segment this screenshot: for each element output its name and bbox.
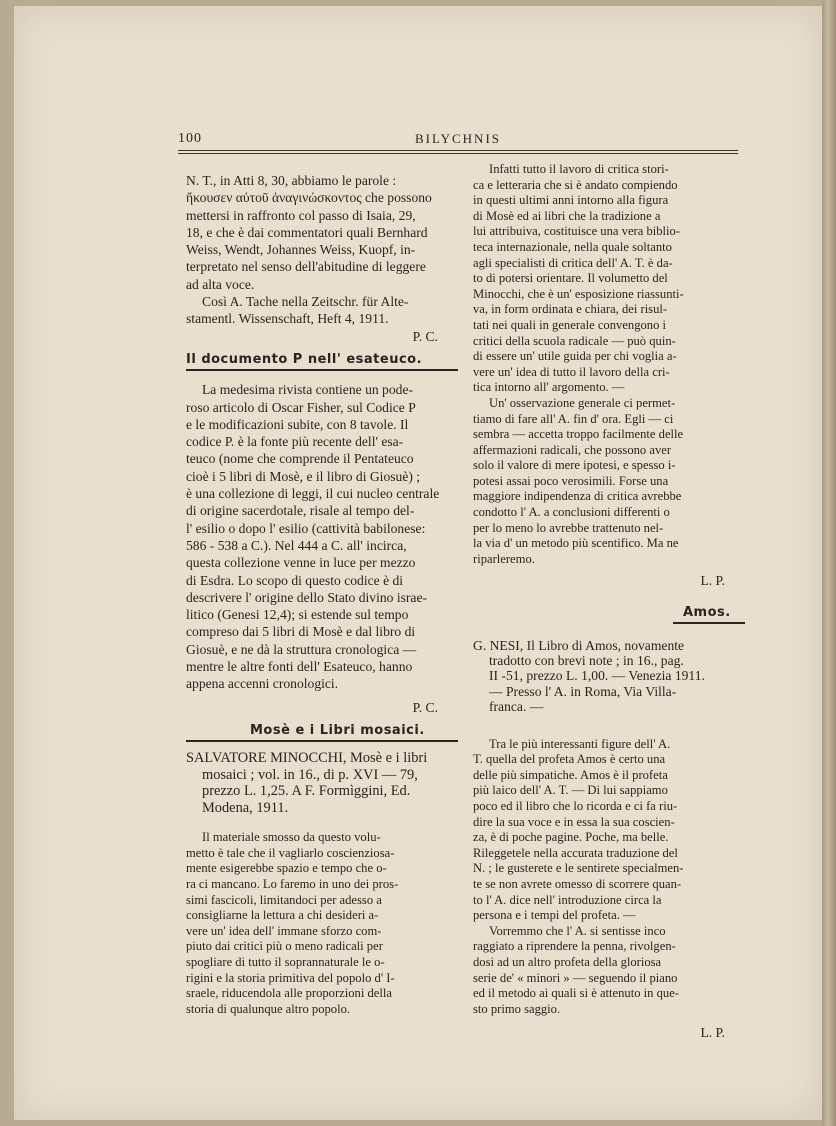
text-line: spogliare di tutto il soprannaturale le o- — [186, 954, 385, 969]
text-line: e le modificazioni subite, con 8 tavole. Il — [186, 416, 409, 432]
text-line: simi fascicoli, limitandoci per adesso a — [186, 892, 382, 907]
text-line: N. T., in Atti 8, 30, abbiamo le parole : — [186, 173, 397, 188]
text-line: per lo meno lo avrebbe trattenuto nel- — [473, 520, 664, 535]
text-line: to di potersi orientare. Il volumetto del — [473, 271, 668, 286]
text-line: dire la sua voce e in essa la sua coscien- — [473, 814, 675, 829]
text-line: N. ; le gusterete e le sentirete specialmen- — [473, 861, 684, 876]
text-line: serie de' « minori » — seguendo il piano — [473, 970, 678, 985]
text-line: litico (Genesi 12,4); si estende sul tempo — [186, 607, 409, 623]
text-line: 586 - 538 a C.). Nel 444 a C. all' incirca, — [186, 537, 407, 553]
text-line: franca. — — [489, 699, 544, 715]
text-line: di essere un' utile guida per chi voglia a- — [473, 349, 677, 364]
text-line: Il materiale smosso da questo volu- — [202, 830, 381, 845]
text-line: mettersi in raffronto col passo di Isaia, 29, — [186, 207, 416, 223]
text-line: terpretato nel senso dell'abitudine di leggere — [186, 259, 426, 275]
text-line: vere un' idea dell' immane sforzo com- — [186, 923, 382, 938]
text-line: dosi ad un altro profeta della gloriosa — [473, 954, 662, 969]
text-line: rigini e la storia primitiva del popolo d' I- — [186, 970, 395, 985]
section-title: Amos. — [683, 605, 731, 621]
running-title: BILYCHNIS — [414, 131, 502, 146]
left-column — [186, 172, 458, 1017]
text-line: to l' A. dice nell' introduzione circa la — [473, 892, 662, 907]
bibliographic-entry — [186, 750, 458, 816]
text-line: più laico dell' A. T. — Di lui sappiamo — [473, 783, 668, 798]
text-line: affermazioni radicali, che possono aver — [473, 442, 672, 457]
text-line: ed il metodo ai quali si è attenuto in que- — [473, 986, 679, 1001]
text-line: critici della scuola radicale — può quin- — [473, 333, 676, 348]
text-line: sembra — accetta troppo facilmente delle — [473, 427, 684, 442]
text-line: tati nei quali in generale convengono i — [473, 317, 667, 332]
text-line: mentre le altre fonti dell' Esateuco, hanno — [186, 659, 413, 675]
text-line: Tra le più interessanti figure dell' A. — [489, 736, 671, 751]
section-title: Mosè e i Libri mosaici. — [250, 722, 425, 738]
text-line: di origine sacerdotale, risale al tempo del- — [186, 503, 415, 519]
text-line: maggiore indipendenza di critica avrebbe — [473, 489, 682, 504]
text-line: delle più simpatiche. Amos è il profeta — [473, 767, 668, 782]
text-line: ca e letteraria che si è andato compiendo — [473, 177, 678, 192]
text-line: mente esigerebbe spazio e tempo che o- — [186, 861, 387, 876]
text-line: 18, e che è dai commentatori quali Bernhard — [186, 224, 428, 240]
text-line: tradotto con brevi note ; in 16., pag. — [489, 653, 684, 669]
text-line: cioè i 5 libri di Mosè, e il libro di Giosuè) ; — [186, 468, 421, 484]
text-line: di Mosè ed ai libri che la tradizione a — [473, 208, 661, 223]
text-line: sto primo saggio. — [473, 1001, 561, 1016]
text-line: l' esilio o dopo l' esilio (cattività babilonese: — [186, 520, 426, 536]
signature: L. P. — [700, 573, 725, 589]
bibliographic-entry — [473, 638, 745, 715]
intro-paragraph — [186, 172, 458, 293]
section-paragraph — [186, 830, 458, 1017]
page-edge — [822, 0, 836, 1126]
text-line: teca internazionale, nella quale soltanto — [473, 239, 672, 254]
text-line: za, è di poche pagine. Poche, ma belle. — [473, 830, 669, 845]
text-line: prezzo L. 1,25. A F. Formìggini, Ed. — [202, 783, 411, 800]
text-line: ad alta voce. — [186, 276, 255, 292]
text-line: La medesima rivista contiene un pode- — [202, 382, 414, 398]
text-line: Così A. Tache nella Zeitschr. für Alte- — [202, 294, 409, 310]
text-line: in questi ultimi anni intorno alla figura — [473, 193, 669, 208]
text-line: compreso dai 5 libri di Mosè e dal libro di — [186, 624, 416, 640]
text-line: T. quella del profeta Amos è certo una — [473, 752, 666, 767]
text-line: — Presso l' A. in Roma, Via Villa- — [489, 683, 677, 699]
continuation-paragraph — [473, 162, 745, 567]
text-line: vere un' idea di tutto il lavoro della cri- — [473, 364, 670, 379]
tache-paragraph — [186, 293, 458, 328]
text-line: Giosuè, e ne dà la struttura cronologica — — [186, 641, 417, 657]
text-line: appena accenni cronologici. — [186, 676, 339, 692]
text-line: riparleremo. — [473, 551, 535, 566]
text-line: Weiss, Wendt, Johannes Weiss, Kuopf, in- — [186, 242, 416, 258]
signature: P. C. — [412, 699, 438, 715]
text-line: descrivere l' origine dello Stato divino israe- — [186, 589, 428, 605]
section-paragraph — [186, 381, 458, 692]
text-line: agli specialisti di critica dell' A. T. è da- — [473, 255, 673, 270]
text-line: lui attribuiva, costituisce una vera biblio- — [473, 224, 681, 239]
text-line: ἤκουσεν αὐτοῦ ἀναγινώσκοντος che possono — [186, 190, 432, 206]
text-line: potesi assai poco verosimili. Forse una — [473, 473, 669, 488]
text-line: poco ed il libro che lo ricorda e ci fa riu- — [473, 799, 678, 814]
section-paragraph — [473, 737, 745, 1018]
text-line: teuco (nome che comprende il Pentateuco — [186, 451, 414, 467]
text-line: piuto dai critici più o meno radicali per — [186, 939, 383, 954]
text-line: di Esdra. Lo scopo di questo codice è di — [186, 572, 404, 588]
text-line: condotto l' A. a conclusioni differenti o — [473, 505, 670, 520]
signature: P. C. — [412, 328, 438, 344]
text-line: sraele, riducendola alle proporzioni della — [186, 986, 392, 1001]
text-line: consigliarne la lettura a chi desideri a- — [186, 908, 379, 923]
header-rule — [178, 150, 738, 151]
header-rule-thin — [178, 153, 738, 154]
text-line: stamentl. Wissenschaft, Heft 4, 1911. — [186, 311, 389, 327]
text-line: persona e i tempi del profeta. — — [473, 908, 636, 923]
text-line: la via d' un metodo più scentifico. Ma ne — [473, 536, 679, 551]
text-line: G. NESI, Il Libro di Amos, novamente — [473, 637, 685, 653]
page-number: 100 — [178, 131, 202, 146]
text-line: questa collezione venne in luce per mezzo — [186, 555, 416, 571]
text-line: Modena, 1911. — [202, 799, 289, 816]
text-line: Infatti tutto il lavoro di critica stori- — [489, 162, 669, 176]
text-line: storia di qualunque altro popolo. — [186, 1001, 351, 1016]
signature: L. P. — [700, 1025, 725, 1041]
text-line: Un' osservazione generale ci permet- — [489, 395, 676, 410]
text-line: tica intorno all' argomento. — — [473, 380, 625, 395]
text-line: raggiato a riprendere la penna, rivolgen- — [473, 939, 676, 954]
text-line: va, in form ordinata e chiara, dei risul- — [473, 302, 668, 317]
text-line: codice P. è la fonte più recente dell' esa- — [186, 434, 404, 450]
text-line: Vorremmo che l' A. si sentisse inco — [489, 923, 666, 938]
text-line: roso articolo di Oscar Fisher, sul Codice P — [186, 399, 416, 415]
text-line: Minocchi, che è un' esposizione riassunti- — [473, 286, 684, 301]
text-line: mosaici ; vol. in 16., di p. XVI — 79, — [202, 766, 418, 783]
text-line: te se non avrete omesso di scorrere quan- — [473, 877, 682, 891]
text-line: solo il valore di mere ipotesi, e spesso i- — [473, 458, 676, 473]
text-line: Rileggetele nella accurata traduzione del — [473, 845, 678, 860]
text-line: SALVATORE MINOCCHI, Mosè e i libri — [186, 750, 428, 767]
text-line: tiamo di fare all' A. fin d' ora. Egli — ci — [473, 411, 674, 426]
text-line: è una collezione di leggi, il cui nucleo centrale — [186, 486, 440, 502]
text-line: metto è tale che il vagliarlo coscienziosa- — [186, 845, 395, 860]
text-line: II -51, prezzo L. 1,00. — Venezia 1911. — [489, 668, 705, 684]
section-title: Il documento P nell' esateuco. — [186, 351, 423, 367]
text-line: ra ci mancano. Lo faremo in uno dei pros- — [186, 876, 399, 891]
page-header — [178, 131, 738, 151]
right-column — [473, 162, 745, 1041]
